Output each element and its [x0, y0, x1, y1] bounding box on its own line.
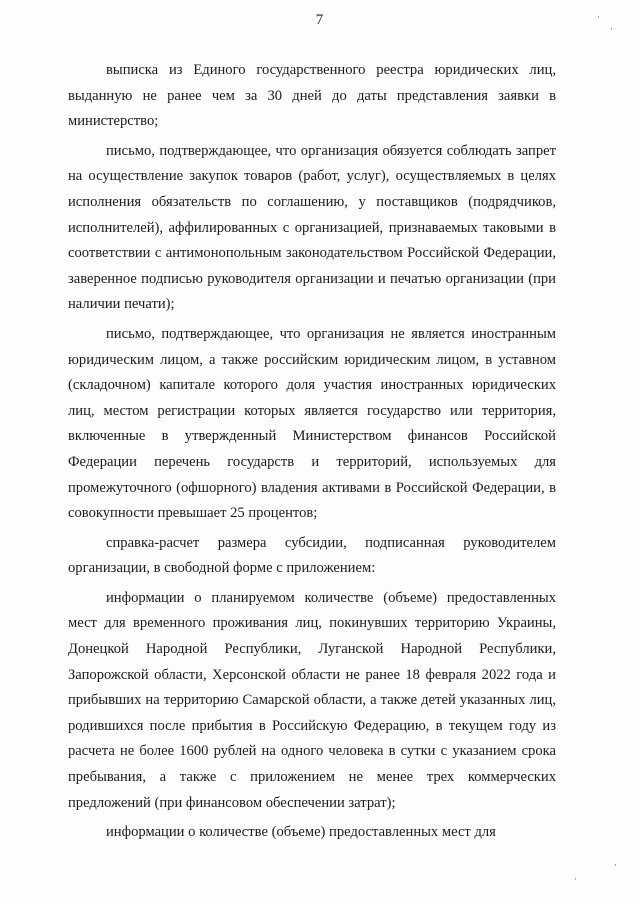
page-number: 7: [315, 12, 324, 28]
document-body: [68, 58, 556, 850]
scan-speck-mark: ·: [614, 861, 617, 871]
paragraph-planned-places-info: информации о планируемом количестве (объеме) предоставленных мест для временного проживания лиц, покинувших территорию Украины, Донецкой Народной Республики, Луганской Народной Республики, Запорожской области, Херсонской области не ранее 18 февраля 2022 года и прибывших на территорию Самарской области, а также детей указанных лиц, родившихся после прибытия в Российскую Федерацию, в текущем году из расчета не более 1600 рублей на одного человека в сутки с указанием срока пребывания, а также с приложением не менее трех коммерческих предложений (при финансовом обеспечении затрат);: [68, 589, 556, 811]
paragraph-egrul-extract: выписка из Единого государственного реестра юридических лиц, выданную не ранее чем за 30 дней до даты представления заявки в министерство;: [68, 62, 556, 130]
scan-speck-mark: ·: [597, 13, 600, 23]
scan-speck-mark: ·: [610, 25, 613, 35]
paragraph-procurement-ban-letter: письмо, подтверждающее, что организация обязуется соблюдать запрет на осуществление закупок товаров (работ, услуг), осуществляемых в целях исполнения обязательств по соглашению, у поставщиков (подрядчиков, исполнителей), аффилированных с организацией, признаваемых таковыми в соответствии с антимонопольным законодательством Российской Федерации, заверенное подписью руководителя организации и печатью организации (при наличии печати);: [68, 142, 556, 313]
paragraph-foreign-entity-letter: письмо, подтверждающее, что организация не является иностранным юридическим лицом, а также российским юридическим лицом, в уставном (складочном) капитале которого доля участия иностранных юридических лиц, местом регистрации которых является государство или территория, включенные в утвержденный Министерством финансов Российской Федерации перечень государств и территорий, используемых для промежуточного (офшорного) владения активами в Российской Федерации, в совокупности превышает 25 процентов;: [68, 325, 556, 522]
paragraph-provided-places-info: информации о количестве (объеме) предоставленных мест для: [106, 824, 496, 841]
paragraph-subsidy-calculation: справка-расчет размера субсидии, подписанная руководителем организации, в свободной форме с приложением:: [68, 534, 556, 577]
scan-speck-mark: ·: [574, 875, 577, 885]
